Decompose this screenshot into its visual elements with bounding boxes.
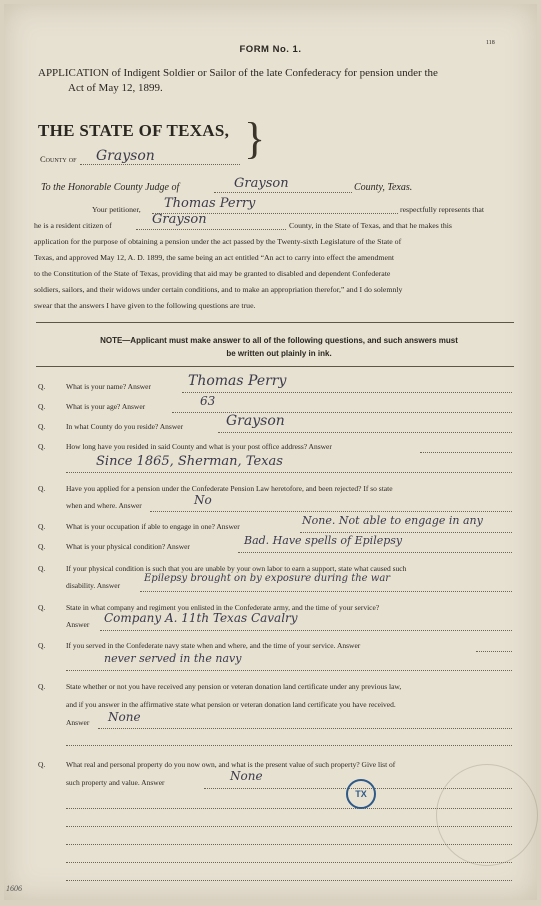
- question-previous-pension-2: and if you answer in the affirmative state what pension or veteran donation land certificate you have received.: [66, 700, 396, 709]
- petition-line-4: Texas, and approved May 12, A. D. 1899, the same being an act entitled “An act to carry into effect the amendment: [34, 253, 395, 262]
- question-physical-condition: What is your physical condition? Answer: [66, 542, 190, 551]
- question-previous-pension-1: State whether or not you have received any pension or veteran donation land certificate under any previous law,: [66, 682, 402, 691]
- answer-line: [98, 728, 512, 729]
- answer-line: [172, 412, 512, 413]
- divider-top: [36, 322, 514, 323]
- answer-line: [300, 532, 512, 533]
- petition-line-7: swear that the answers I have given to the following questions are true.: [34, 301, 256, 310]
- answer-prior-application: No: [194, 493, 212, 507]
- answer-previous-pension: None: [108, 710, 141, 724]
- state-heading: THE STATE OF TEXAS,: [38, 121, 230, 140]
- answer-line: [476, 651, 512, 652]
- answer-line: [150, 511, 512, 512]
- answer-physical-condition: Bad. Have spells of Epilepsy: [244, 534, 403, 547]
- q-marker: Q.: [38, 402, 46, 411]
- county-line: [80, 164, 240, 165]
- answer-county: Grayson: [226, 413, 285, 429]
- petition-line-5: to the Constitution of the State of Texas, providing that aid may be granted to disabled and dependent Confederate: [34, 269, 391, 278]
- question-property-1: What real and personal property do you now own, and what is the present value of such property? Give list of: [66, 760, 396, 769]
- answer-occupation: None. Not able to engage in any: [302, 514, 483, 527]
- q-marker: Q.: [38, 382, 46, 391]
- question-prior-application-1: Have you applied for a pension under the Confederate Pension Law heretofore, and been rejected? If so state: [66, 484, 393, 493]
- county-texas-label: County, Texas.: [354, 182, 413, 193]
- answer-line: [238, 552, 512, 553]
- note-line-2: be written out plainly in ink.: [226, 349, 332, 358]
- answer-line: [140, 591, 512, 592]
- answer-line: [100, 630, 512, 631]
- q-marker: Q.: [38, 760, 46, 769]
- caption-brace: }: [244, 114, 266, 163]
- divider-bottom: [36, 366, 514, 367]
- application-heading: [38, 66, 518, 96]
- judge-county-line: [214, 192, 352, 193]
- note-block: [44, 334, 514, 360]
- petition-line-6: soldiers, sailors, and their widows under certain conditions, and to make an appropriation therefor,” and I do solemnly: [34, 285, 403, 294]
- petitioner-name: Thomas Perry: [164, 196, 256, 211]
- county-value: Grayson: [96, 148, 155, 164]
- question-property-2: such property and value. Answer: [66, 778, 165, 787]
- answer-line: [66, 745, 512, 746]
- answer-property: None: [230, 769, 263, 783]
- petitioner-label: Your petitioner,: [92, 205, 141, 214]
- respectfully-text: respectfully represents that: [400, 205, 484, 214]
- question-previous-pension-3: Answer: [66, 718, 90, 727]
- answer-line: [66, 880, 512, 881]
- q-marker: Q.: [38, 522, 46, 531]
- question-county: In what County do you reside? Answer: [66, 422, 184, 431]
- answer-line: [66, 862, 512, 863]
- question-residence: How long have you resided in said County and what is your post office address? Answer: [66, 442, 332, 451]
- q-marker: Q.: [38, 641, 46, 650]
- question-company-2: Answer: [66, 620, 90, 629]
- q-marker: Q.: [38, 682, 46, 691]
- application-line-1: APPLICATION of Indigent Soldier or Sailor of the late Confederacy for pension under the: [38, 67, 438, 79]
- county-of-label: County of: [40, 154, 77, 164]
- answer-navy: never served in the navy: [104, 652, 242, 665]
- resident-county: Grayson: [152, 212, 207, 227]
- answer-name: Thomas Perry: [188, 373, 287, 389]
- question-navy: If you served in the Confederate navy state when and where, and the time of your service. Answer: [66, 641, 361, 650]
- resident-label: he is a resident citizen of: [34, 221, 112, 230]
- q-marker: Q.: [38, 422, 46, 431]
- question-disability-2: disability. Answer: [66, 581, 121, 590]
- answer-residence: Since 1865, Sherman, Texas: [96, 454, 283, 469]
- resident-line: [136, 229, 286, 230]
- answer-disability: Epilepsy brought on by exposure during the war: [144, 573, 391, 584]
- q-marker: Q.: [38, 564, 46, 573]
- petition-line-2: County, in the State of Texas, and that he makes this: [289, 221, 452, 230]
- answer-line: [182, 392, 512, 393]
- q-marker: Q.: [38, 484, 46, 493]
- answer-company: Company A. 11th Texas Cavalry: [104, 611, 298, 625]
- document-page: [4, 4, 537, 900]
- embossed-stamp: [436, 764, 538, 866]
- question-occupation: What is your occupation if able to engage in one? Answer: [66, 522, 240, 531]
- answer-line: [420, 452, 512, 453]
- question-disability-1: If your physical condition is such that you are unable by your own labor to earn a support, state what caused such: [66, 564, 407, 573]
- answer-line: [66, 472, 512, 473]
- q-marker: Q.: [38, 603, 46, 612]
- q-marker: Q.: [38, 442, 46, 451]
- archive-seal-icon: TX: [346, 779, 376, 809]
- to-judge-label: To the Honorable County Judge of: [41, 182, 180, 193]
- answer-line: [218, 432, 512, 433]
- note-line-1: NOTE—Applicant must make answer to all of the following questions, and such answers must: [100, 336, 458, 345]
- q-marker: Q.: [38, 542, 46, 551]
- question-name: What is your name? Answer: [66, 382, 151, 391]
- petition-line-3: application for the purpose of obtaining a pension under the act passed by the Twenty-sixth Legislature of the State of: [34, 237, 402, 246]
- form-number: FORM No. 1.: [239, 44, 302, 55]
- question-age: What is your age? Answer: [66, 402, 146, 411]
- archive-number: 1606: [6, 884, 22, 893]
- question-company-1: State in what company and regiment you enlisted in the Confederate army, and the time of your service?: [66, 603, 380, 612]
- answer-line: [66, 670, 512, 671]
- judge-county-value: Grayson: [234, 176, 289, 191]
- page-number: 118: [486, 40, 495, 46]
- application-line-2: Act of May 12, 1899.: [68, 82, 163, 94]
- answer-age: 63: [200, 394, 216, 408]
- question-prior-application-2: when and where. Answer: [66, 501, 142, 510]
